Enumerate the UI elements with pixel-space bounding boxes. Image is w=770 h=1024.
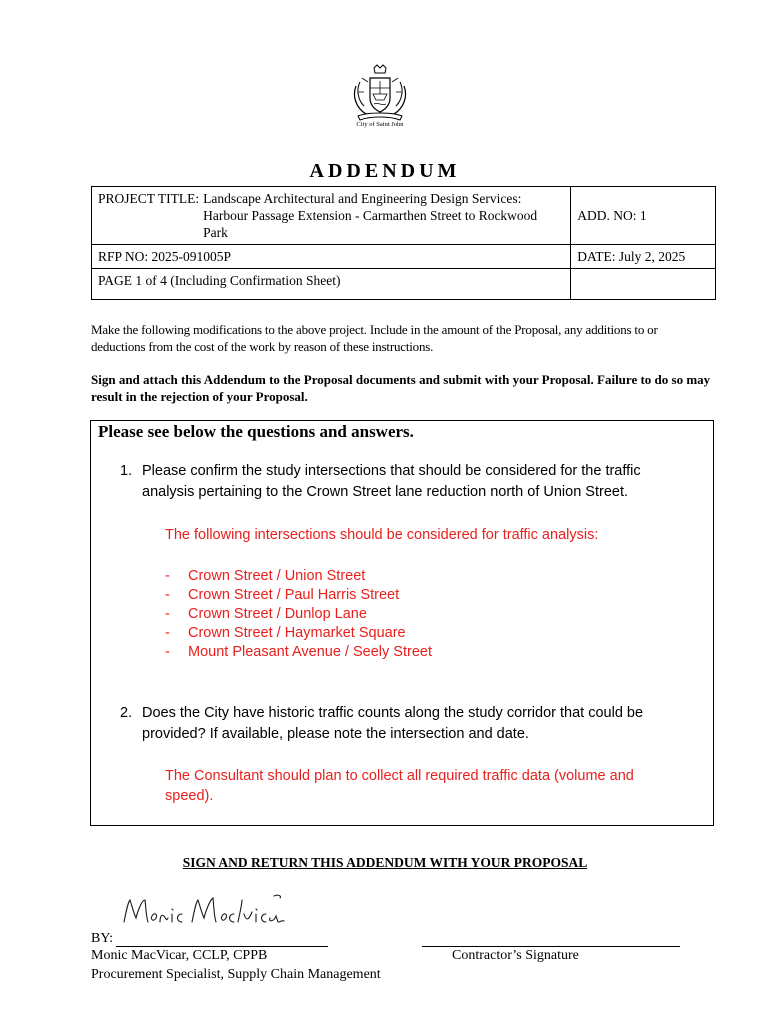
sign-return-notice: SIGN AND RETURN THIS ADDENDUM WITH YOUR PROPOSAL (182, 855, 588, 870)
intersection-name: Mount Pleasant Avenue / Seely Street (188, 644, 432, 660)
list-item (165, 643, 665, 662)
list-item (165, 567, 665, 586)
qa-heading: Please see below the questions and answers. (98, 422, 414, 441)
add-no-cell: ADD. NO: 1 (571, 187, 716, 245)
question-2-number: 2. (120, 705, 133, 721)
crest-caption: City of Saint John (356, 121, 404, 128)
question-1-number: 1. (120, 463, 133, 479)
modification-instructions: Make the following modifications to the above project. Include in the amount of the Proposal, any additions to or deductions from the cost of the work by reason of these instructions. (91, 322, 658, 354)
page-cell: PAGE 1 of 4 (Including Confirmation Sheet) (92, 269, 571, 300)
list-item (165, 605, 665, 624)
project-title-label: PROJECT TITLE: (98, 191, 200, 206)
list-bullet: - (165, 625, 170, 641)
intersection-list (165, 567, 665, 662)
intersection-name: Crown Street / Dunlop Lane (188, 606, 367, 622)
sign-attach-instructions: Sign and attach this Addendum to the Proposal documents and submit with your Proposal. Failure to do so may result in the rejection of your Proposal. (91, 372, 711, 404)
project-info-table (91, 186, 716, 300)
rfp-no-cell: RFP NO: 2025-091005P (92, 245, 571, 269)
date-cell: DATE: July 2, 2025 (571, 245, 716, 269)
by-label: BY: (91, 931, 114, 946)
signer-name: Monic MacVicar, CCLP, CPPB (91, 948, 268, 963)
list-bullet: - (165, 606, 170, 622)
question-2-text: Does the City have historic traffic counts along the study corridor that could be provided? If available, please note the intersection and date. (142, 705, 644, 742)
table-row (92, 269, 716, 300)
list-bullet: - (165, 568, 170, 584)
document-title: ADDENDUM (309, 160, 461, 182)
question-1-text: Please confirm the study intersections that should be considered for the traffic analysis pertaining to the Crown Street lane reduction north of Union Street. (142, 463, 641, 500)
table-row (92, 245, 716, 269)
answer-1-intro: The following intersections should be considered for traffic analysis: (165, 527, 599, 543)
table-row (92, 187, 716, 245)
signer-title: Procurement Specialist, Supply Chain Management (91, 967, 381, 982)
project-title-value: Landscape Architectural and Engineering Design Services: Harbour Passage Extension - Carmarthen Street to Rockwood Park (203, 191, 538, 240)
contractor-signature-line (422, 946, 680, 947)
contractor-signature-label: Contractor’s Signature (452, 948, 579, 963)
project-title-cell (92, 187, 571, 245)
list-item (165, 586, 665, 605)
intersection-name: Crown Street / Haymarket Square (188, 625, 406, 641)
list-item (165, 624, 665, 643)
handwritten-signature (118, 888, 288, 930)
list-bullet: - (165, 644, 170, 660)
intersection-name: Crown Street / Union Street (188, 568, 366, 584)
by-signature-line (116, 946, 328, 947)
empty-cell (571, 269, 716, 300)
answer-2-text: The Consultant should plan to collect all required traffic data (volume and speed). (165, 768, 634, 804)
intersection-name: Crown Street / Paul Harris Street (188, 587, 400, 603)
list-bullet: - (165, 587, 170, 603)
